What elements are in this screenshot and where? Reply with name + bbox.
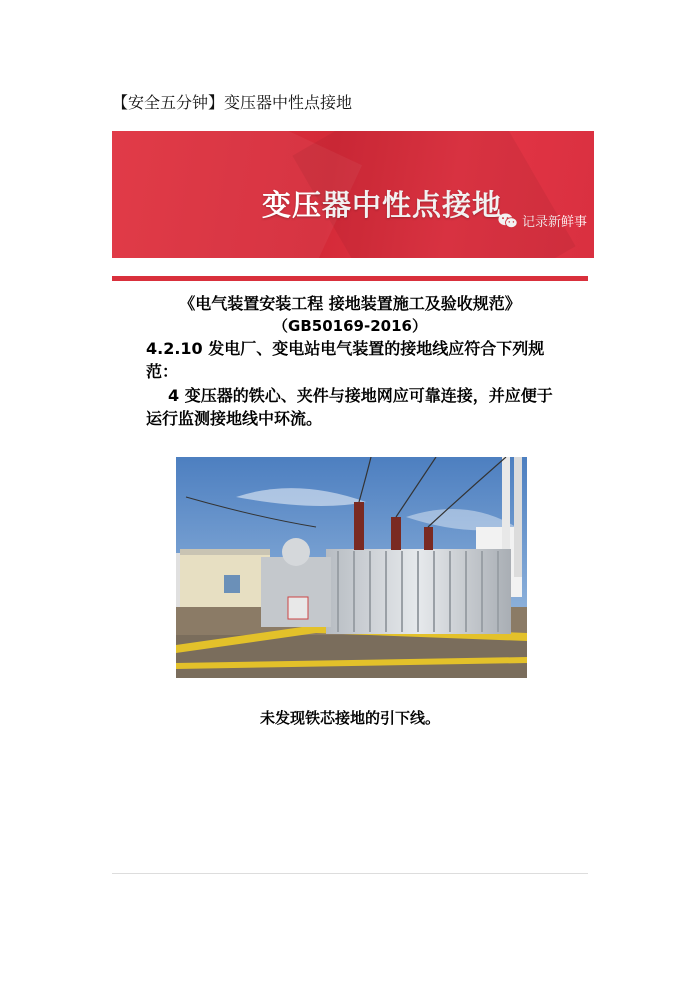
divider <box>112 276 588 281</box>
wechat-icon <box>498 212 518 230</box>
photo-caption: 未发现铁芯接地的引下线。 <box>259 709 440 727</box>
transformer-photo <box>176 457 527 678</box>
transformer-illustration <box>176 457 527 678</box>
title-banner <box>112 131 594 258</box>
standard-code: （GB50169-2016） <box>273 317 427 335</box>
clause-item <box>146 384 566 430</box>
account-badge <box>498 211 587 230</box>
standard-title: 《电气装置安装工程 接地装置施工及验收规范》 <box>179 294 521 313</box>
clause-text: 4.2.10 发电厂、变电站电气装置的接地线应符合下列规范： <box>146 339 545 381</box>
page-title: 【安全五分钟】变压器中性点接地 <box>112 93 353 112</box>
banner-title: 变压器中性点接地 <box>262 188 503 222</box>
clause-item-text: 4 变压器的铁心、夹件与接地网应可靠连接，并应便于运行监测接地线中环流。 <box>146 386 553 428</box>
account-label: 记录新鲜事 <box>522 215 588 230</box>
footer-divider <box>112 873 588 874</box>
